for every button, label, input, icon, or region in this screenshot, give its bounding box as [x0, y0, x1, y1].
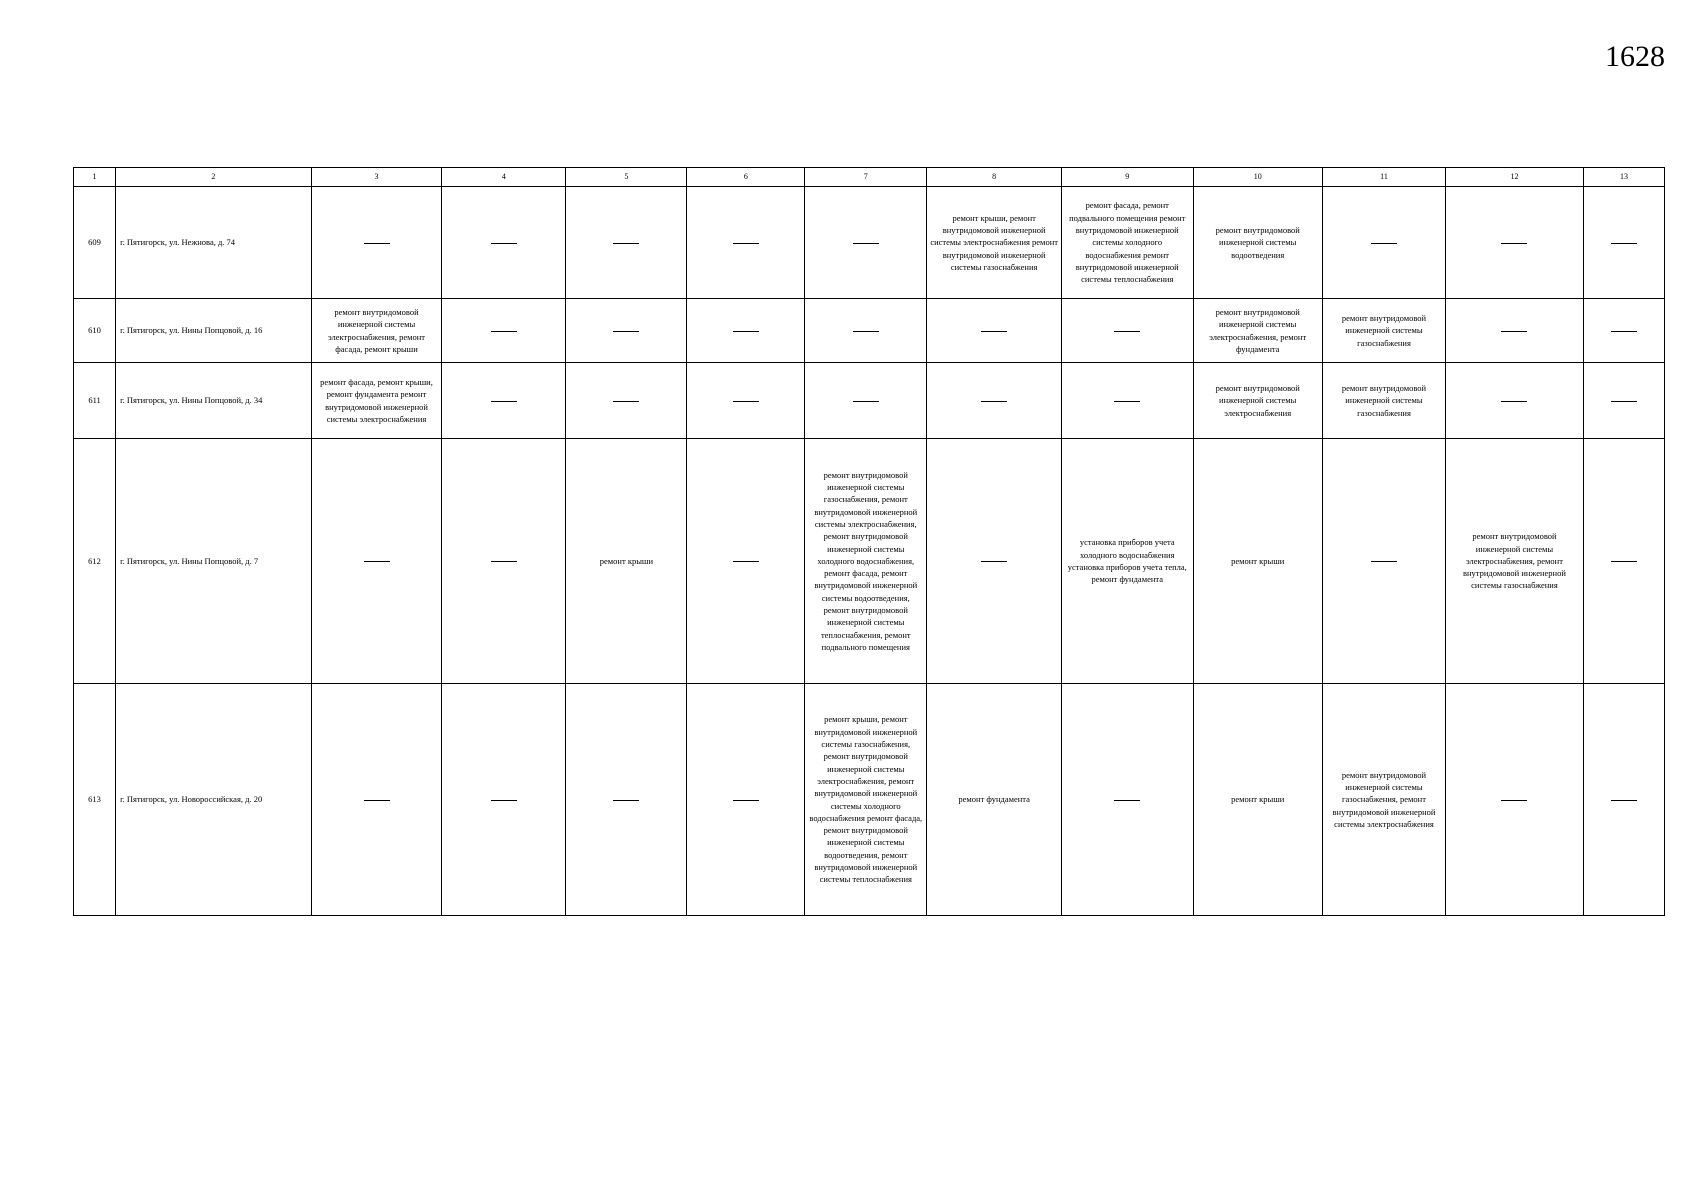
column-number: 8 — [927, 168, 1062, 187]
repair-works-cell — [566, 363, 687, 439]
address-cell: г. Пятигорск, ул. Нины Попцовой, д. 7 — [116, 439, 312, 684]
empty-dash — [613, 800, 639, 801]
empty-dash — [1501, 243, 1527, 244]
repair-works-cell — [1446, 684, 1584, 916]
empty-dash — [733, 331, 759, 332]
empty-dash — [1611, 800, 1637, 801]
empty-dash — [364, 243, 390, 244]
empty-dash — [1611, 243, 1637, 244]
repair-works-cell — [311, 684, 441, 916]
empty-dash — [981, 561, 1007, 562]
empty-dash — [733, 243, 759, 244]
repair-works-cell — [687, 187, 805, 299]
address-cell: г. Пятигорск, ул. Нежнова, д. 74 — [116, 187, 312, 299]
repair-works-cell — [805, 187, 927, 299]
empty-dash — [1114, 331, 1140, 332]
table-row — [74, 299, 1665, 363]
column-number: 5 — [566, 168, 687, 187]
repair-works-cell — [1446, 299, 1584, 363]
empty-dash — [613, 401, 639, 402]
repair-works-cell — [1583, 299, 1664, 363]
column-number: 13 — [1583, 168, 1664, 187]
column-number: 10 — [1193, 168, 1322, 187]
table-row — [74, 439, 1665, 684]
repair-works-cell — [927, 439, 1062, 684]
column-number: 2 — [116, 168, 312, 187]
repair-works-cell: ремонт внутридомовой инженерной системы электроснабжения, ремонт фундамента — [1193, 299, 1322, 363]
empty-dash — [733, 561, 759, 562]
empty-dash — [1371, 561, 1397, 562]
empty-dash — [1501, 331, 1527, 332]
repair-works-cell: ремонт внутридомовой инженерной системы электроснабжения, ремонт фасада, ремонт крыши — [311, 299, 441, 363]
empty-dash — [364, 800, 390, 801]
repair-works-cell — [927, 363, 1062, 439]
empty-dash — [1371, 243, 1397, 244]
empty-dash — [1611, 401, 1637, 402]
empty-dash — [491, 800, 517, 801]
empty-dash — [853, 401, 879, 402]
repair-works-cell: ремонт внутридомовой инженерной системы газоснабжения, ремонт внутридомовой инженерной системы электроснабжения, ремонт внутридомовой инженерной системы холодного водоснабжения, ремонт фасада, ремонт внутридомовой инженерной системы водоотведения, ремонт внутридомовой инженерной системы теплоснабжения, ремонт подвального помещения — [805, 439, 927, 684]
page-number: 1628 — [1605, 40, 1665, 73]
empty-dash — [1501, 401, 1527, 402]
repair-works-cell: ремонт крыши, ремонт внутридомовой инженерной системы газоснабжения, ремонт внутридомовой инженерной системы электроснабжения, ремонт внутридомовой инженерной системы холодного водоснабжения ремонт фасада, ремонт внутридомовой инженерной системы водоотведения, ремонт внутридомовой инженерной системы теплоснабжения — [805, 684, 927, 916]
repair-works-cell — [1583, 684, 1664, 916]
empty-dash — [1611, 331, 1637, 332]
address-cell: г. Пятигорск, ул. Нины Попцовой, д. 16 — [116, 299, 312, 363]
empty-dash — [613, 243, 639, 244]
repair-works-cell — [311, 187, 441, 299]
repair-works-cell — [442, 299, 566, 363]
repair-works-cell — [1446, 187, 1584, 299]
empty-dash — [491, 561, 517, 562]
repair-works-cell: установка приборов учета холодного водоснабжения установка приборов учета тепла, ремонт фундамента — [1061, 439, 1193, 684]
repair-works-cell — [927, 299, 1062, 363]
row-number-cell: 613 — [74, 684, 116, 916]
repair-works-cell — [566, 299, 687, 363]
repair-works-cell — [566, 684, 687, 916]
empty-dash — [1114, 800, 1140, 801]
empty-dash — [981, 331, 1007, 332]
repair-works-cell — [1583, 187, 1664, 299]
empty-dash — [1611, 561, 1637, 562]
repair-works-cell: ремонт внутридомовой инженерной системы газоснабжения — [1322, 299, 1445, 363]
empty-dash — [853, 331, 879, 332]
repair-works-cell — [1061, 684, 1193, 916]
repair-works-cell: ремонт внутридомовой инженерной системы электроснабжения, ремонт внутридомовой инженерной системы газоснабжения — [1446, 439, 1584, 684]
repair-works-cell — [687, 299, 805, 363]
repair-works-cell — [442, 439, 566, 684]
repair-works-cell: ремонт крыши — [1193, 684, 1322, 916]
empty-dash — [733, 401, 759, 402]
column-number-row — [74, 168, 1665, 187]
row-number-cell: 610 — [74, 299, 116, 363]
address-cell: г. Пятигорск, ул. Нины Попцовой, д. 34 — [116, 363, 312, 439]
repair-works-cell — [1583, 363, 1664, 439]
table-row — [74, 363, 1665, 439]
empty-dash — [613, 331, 639, 332]
repair-works-cell: ремонт крыши, ремонт внутридомовой инженерной системы электроснабжения ремонт внутридомовой инженерной системы газоснабжения — [927, 187, 1062, 299]
repair-works-cell — [442, 684, 566, 916]
repair-schedule-table — [73, 167, 1665, 916]
repair-works-cell — [442, 187, 566, 299]
repair-works-cell: ремонт крыши — [566, 439, 687, 684]
repair-works-cell: ремонт фасада, ремонт крыши, ремонт фундамента ремонт внутридомовой инженерной системы электроснабжения — [311, 363, 441, 439]
address-cell: г. Пятигорск, ул. Новороссийская, д. 20 — [116, 684, 312, 916]
column-number: 7 — [805, 168, 927, 187]
repair-works-cell — [566, 187, 687, 299]
repair-works-cell — [687, 439, 805, 684]
repair-works-cell: ремонт фундамента — [927, 684, 1062, 916]
repair-works-cell — [805, 299, 927, 363]
column-number: 1 — [74, 168, 116, 187]
column-number: 12 — [1446, 168, 1584, 187]
row-number-cell: 612 — [74, 439, 116, 684]
table-row — [74, 187, 1665, 299]
repair-works-cell — [805, 363, 927, 439]
empty-dash — [853, 243, 879, 244]
repair-works-cell: ремонт фасада, ремонт подвального помещения ремонт внутридомовой инженерной системы холодного водоснабжения ремонт внутридомовой инженерной системы теплоснабжения — [1061, 187, 1193, 299]
repair-works-cell: ремонт крыши — [1193, 439, 1322, 684]
repair-works-cell — [1322, 187, 1445, 299]
table-row — [74, 684, 1665, 916]
empty-dash — [364, 561, 390, 562]
empty-dash — [491, 243, 517, 244]
empty-dash — [1114, 401, 1140, 402]
column-number: 9 — [1061, 168, 1193, 187]
column-number: 11 — [1322, 168, 1445, 187]
empty-dash — [491, 331, 517, 332]
repair-works-cell — [687, 363, 805, 439]
column-number: 3 — [311, 168, 441, 187]
row-number-cell: 609 — [74, 187, 116, 299]
repair-works-cell: ремонт внутридомовой инженерной системы водоотведения — [1193, 187, 1322, 299]
repair-works-cell: ремонт внутридомовой инженерной системы газоснабжения — [1322, 363, 1445, 439]
repair-works-cell: ремонт внутридомовой инженерной системы электроснабжения — [1193, 363, 1322, 439]
repair-works-cell — [1061, 363, 1193, 439]
repair-works-cell — [1322, 439, 1445, 684]
row-number-cell: 611 — [74, 363, 116, 439]
empty-dash — [491, 401, 517, 402]
repair-works-cell — [1061, 299, 1193, 363]
repair-works-cell — [311, 439, 441, 684]
repair-works-cell — [687, 684, 805, 916]
column-number: 4 — [442, 168, 566, 187]
empty-dash — [1501, 800, 1527, 801]
repair-works-cell — [442, 363, 566, 439]
empty-dash — [733, 800, 759, 801]
repair-works-cell — [1446, 363, 1584, 439]
column-number: 6 — [687, 168, 805, 187]
repair-works-cell: ремонт внутридомовой инженерной системы газоснабжения, ремонт внутридомовой инженерной системы электроснабжения — [1322, 684, 1445, 916]
repair-works-cell — [1583, 439, 1664, 684]
empty-dash — [981, 401, 1007, 402]
